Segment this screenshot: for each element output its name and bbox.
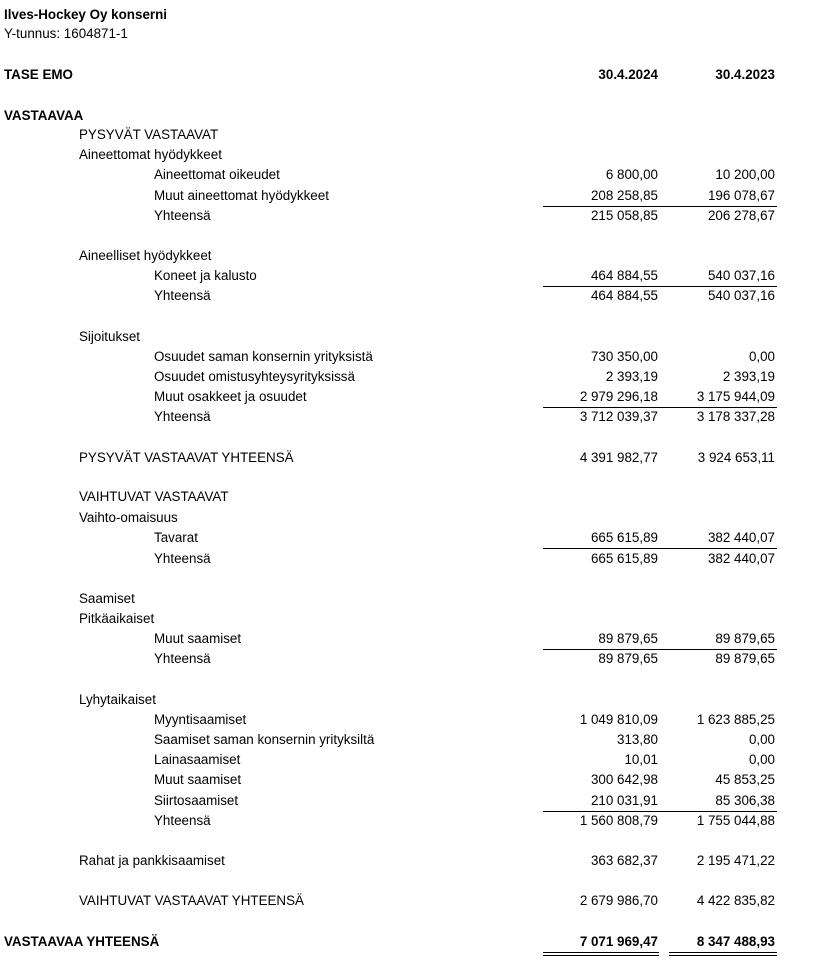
row-label: PYSYVÄT VASTAAVAT YHTEENSÄ [79, 450, 294, 465]
value-2024: 3 712 039,37 [579, 409, 658, 424]
value-2023: 0,00 [748, 349, 775, 364]
section-vaihtuvat [0, 487, 813, 507]
group-saamiset [0, 589, 813, 609]
group-heading: Vaihto-omaisuus [79, 510, 178, 525]
row-label: Osuudet omistusyhteysyrityksissä [154, 369, 355, 384]
row-label: Yhteensä [154, 208, 211, 223]
value-2023: 382 440,07 [707, 551, 775, 566]
business-id: Y-tunnus: 1604871-1 [4, 26, 128, 41]
table-title: TASE EMO [4, 67, 73, 82]
column-header-2023: 30.4.2023 [715, 67, 775, 82]
value-2024: 1 560 808,79 [579, 813, 658, 828]
group-heading: Lyhytaikaiset [79, 692, 156, 707]
value-2024: 363 682,37 [590, 853, 658, 868]
value-2024: 300 642,98 [590, 772, 658, 787]
value-2023: 0,00 [748, 752, 775, 767]
row-label: Rahat ja pankkisaamiset [79, 853, 225, 868]
business-id-row [0, 24, 813, 44]
row-label: Tavarat [154, 530, 198, 545]
subtotal-row [0, 206, 813, 226]
value-2024: 1 049 810,09 [579, 712, 658, 727]
table-row [0, 387, 813, 407]
section-pysyvat [0, 125, 813, 145]
group-heading: Pitkäaikaiset [79, 611, 155, 626]
grand-total-double-underline [543, 952, 659, 956]
row-label: Yhteensä [154, 288, 211, 303]
table-row [0, 186, 813, 206]
value-2024: 208 258,85 [590, 188, 658, 203]
value-2024: 313,80 [617, 732, 658, 747]
value-2024: 730 350,00 [590, 349, 658, 364]
value-2024: 2 393,19 [605, 369, 658, 384]
value-2023: 85 306,38 [715, 793, 775, 808]
row-label: Lainasaamiset [154, 752, 241, 767]
row-label: Yhteensä [154, 551, 211, 566]
value-2024: 7 071 969,47 [579, 934, 658, 949]
subtotal-row [0, 649, 813, 669]
row-label: Muut saamiset [154, 631, 242, 646]
grand-total-double-underline [669, 952, 777, 956]
section-vastaavaa [0, 106, 813, 126]
group-heading: Saamiset [79, 591, 135, 606]
grand-total-row [0, 932, 813, 952]
value-2023: 2 195 471,22 [696, 853, 775, 868]
group-heading: Aineettomat hyödykkeet [79, 147, 222, 162]
value-2023: 382 440,07 [707, 530, 775, 545]
value-2023: 540 037,16 [707, 288, 775, 303]
row-label: Yhteensä [154, 651, 211, 666]
table-row [0, 165, 813, 185]
row-label: VAIHTUVAT VASTAAVAT YHTEENSÄ [79, 893, 304, 908]
row-label: Koneet ja kalusto [154, 268, 257, 283]
table-row [0, 710, 813, 730]
value-2024: 89 879,65 [598, 651, 658, 666]
table-row [0, 629, 813, 649]
table-row [0, 528, 813, 548]
value-2024: 2 679 986,70 [579, 893, 658, 908]
group-sijoitukset [0, 327, 813, 347]
value-2023: 1 623 885,25 [696, 712, 775, 727]
value-2023: 3 175 944,09 [696, 389, 775, 404]
group-aineelliset [0, 246, 813, 266]
value-2024: 89 879,65 [598, 631, 658, 646]
subtotal-row [0, 407, 813, 427]
value-2024: 464 884,55 [590, 268, 658, 283]
value-2023: 206 278,67 [707, 208, 775, 223]
value-2023: 89 879,65 [715, 651, 775, 666]
table-row [0, 367, 813, 387]
table-row [0, 770, 813, 790]
value-2023: 1 755 044,88 [696, 813, 775, 828]
value-2023: 3 924 653,11 [697, 450, 775, 465]
value-2023: 0,00 [748, 732, 775, 747]
row-label: VASTAAVAA YHTEENSÄ [4, 934, 160, 949]
table-row [0, 347, 813, 367]
table-header-row [0, 65, 813, 85]
group-heading: Sijoitukset [79, 329, 141, 344]
section-heading: VASTAAVAA [4, 108, 84, 123]
value-2023: 8 347 488,93 [696, 934, 775, 949]
value-2023: 3 178 337,28 [696, 409, 775, 424]
grand-subtotal-row [0, 448, 813, 468]
value-2024: 210 031,91 [590, 793, 658, 808]
table-row [0, 791, 813, 811]
value-2024: 665 615,89 [590, 551, 658, 566]
row-label: Aineettomat oikeudet [154, 167, 280, 182]
group-aineettomat [0, 145, 813, 165]
row-label: Myyntisaamiset [154, 712, 247, 727]
group-heading: Aineelliset hyödykkeet [79, 248, 212, 263]
value-2024: 2 979 296,18 [579, 389, 658, 404]
row-label: Yhteensä [154, 813, 211, 828]
section-heading: PYSYVÄT VASTAAVAT [79, 127, 219, 142]
company-name-row [0, 5, 813, 25]
column-header-2024: 30.4.2024 [598, 67, 658, 82]
row-label: Muut aineettomat hyödykkeet [154, 188, 329, 203]
subtotal-row [0, 811, 813, 831]
value-2024: 6 800,00 [605, 167, 658, 182]
value-2024: 665 615,89 [590, 530, 658, 545]
row-label: Siirtosaamiset [154, 793, 239, 808]
value-2024: 10,01 [624, 752, 658, 767]
group-lyhytaikaiset [0, 690, 813, 710]
value-2023: 10 200,00 [715, 167, 775, 182]
grand-subtotal-row [0, 891, 813, 911]
value-2023: 2 393,19 [722, 369, 775, 384]
subtotal-row [0, 286, 813, 306]
row-label: Osuudet saman konsernin yrityksistä [154, 349, 373, 364]
value-2023: 4 422 835,82 [696, 893, 775, 908]
value-2024: 464 884,55 [590, 288, 658, 303]
group-pitkaaikaiset [0, 609, 813, 629]
row-label: Muut saamiset [154, 772, 242, 787]
table-row [0, 266, 813, 286]
value-2023: 45 853,25 [715, 772, 775, 787]
row-label: Yhteensä [154, 409, 211, 424]
value-2023: 89 879,65 [715, 631, 775, 646]
value-2023: 540 037,16 [707, 268, 775, 283]
row-label: Muut osakkeet ja osuudet [154, 389, 307, 404]
cash-row [0, 851, 813, 871]
table-row [0, 730, 813, 750]
subtotal-row [0, 549, 813, 569]
row-label: Saamiset saman konsernin yrityksiltä [154, 732, 375, 747]
section-heading: VAIHTUVAT VASTAAVAT [79, 489, 229, 504]
table-row [0, 750, 813, 770]
group-vaihto-omaisuus [0, 508, 813, 528]
company-name: Ilves-Hockey Oy konserni [4, 7, 167, 22]
value-2024: 4 391 982,77 [579, 450, 658, 465]
value-2023: 196 078,67 [707, 188, 775, 203]
value-2024: 215 058,85 [590, 208, 658, 223]
